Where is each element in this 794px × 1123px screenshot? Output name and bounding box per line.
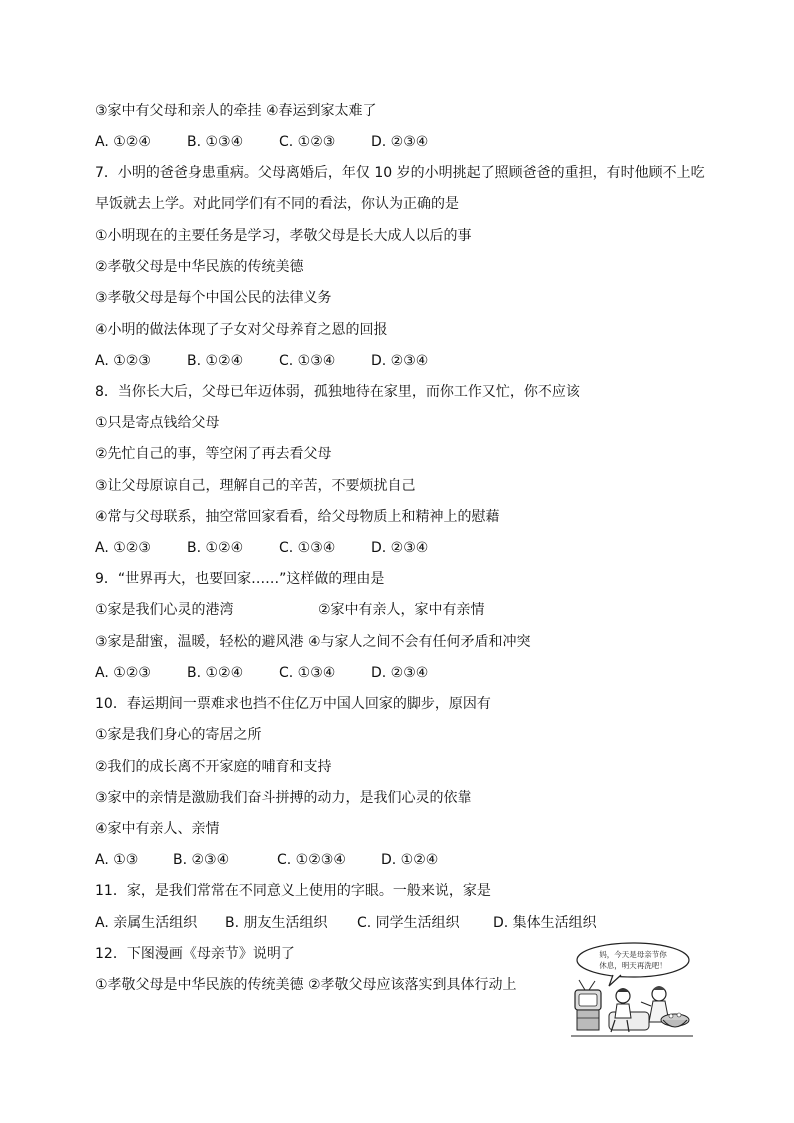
q10-statement-4: ④家中有亲人、亲情 [95, 821, 220, 837]
q7-stem-line-1: 7．小明的爸爸身患重病。父母离婚后，年仅 10 岁的小明挑起了照顾爸爸的重担，有时他顾不上吃 [95, 165, 705, 181]
q8-stem: 8．当你长大后，父母已年迈体弱，孤独地待在家里，而你工作又忙，你不应该 [95, 384, 580, 400]
q9-choice-c: C. ①③④ [279, 665, 336, 681]
q10-choice-d: D. ①②④ [381, 852, 439, 868]
q12-stem: 12．下图漫画《母亲节》说明了 [95, 946, 295, 962]
q7-stem-line-2: 早饭就去上学。对此同学们有不同的看法，你认为正确的是 [95, 196, 459, 212]
q10-statement-2: ②我们的成长离不开家庭的哺育和支持 [95, 759, 332, 775]
q11-choice-a: A. 亲属生活组织 [95, 915, 198, 931]
q8-choice-d: D. ②③④ [371, 540, 429, 556]
q11-answer-choices [95, 913, 597, 933]
q7-statement-4: ④小明的做法体现了子女对父母养育之恩的回报 [95, 322, 388, 338]
q7-choice-a: A. ①②③ [95, 353, 151, 369]
q10-answer-choices [95, 850, 438, 870]
q9-stem: 9．“世界再大，也要回家……”这样做的理由是 [95, 571, 385, 587]
q6-answer-choices [95, 132, 428, 152]
q8-statement-3: ③让父母原谅自己，理解自己的辛苦，不要烦扰自己 [95, 478, 416, 494]
q7-statement-3: ③孝敬父母是每个中国公民的法律义务 [95, 290, 332, 306]
q6-choice-c: C. ①②③ [279, 134, 336, 150]
q8-statement-2: ②先忙自己的事，等空闲了再去看父母 [95, 446, 332, 462]
q6-option-line-3-4: ③家中有父母和亲人的牵挂 ④春运到家太难了 [95, 103, 377, 119]
q9-choice-b: B. ①②④ [187, 665, 244, 681]
q7-statement-2: ②孝敬父母是中华民族的传统美德 [95, 259, 304, 275]
q10-choice-c: C. ①②③④ [277, 852, 346, 868]
q6-choice-d: D. ②③④ [371, 134, 429, 150]
q11-choice-d: D. 集体生活组织 [493, 915, 597, 931]
tv-set [575, 980, 601, 1030]
q6-choice-b: B. ①③④ [187, 134, 244, 150]
mothers-day-cartoon [571, 940, 693, 1040]
q9-choice-a: A. ①②③ [95, 665, 151, 681]
q7-choice-c: C. ①③④ [279, 353, 336, 369]
q10-choice-b: B. ②③④ [173, 852, 230, 868]
cartoon-drawing [571, 940, 693, 1040]
q7-statement-1: ①小明现在的主要任务是学习，孝敬父母是长大成人以后的事 [95, 228, 472, 244]
q7-answer-choices [95, 351, 428, 371]
q7-choice-b: B. ①②④ [187, 353, 244, 369]
q10-stem: 10．春运期间一票难求也挡不住亿万中国人回家的脚步，原因有 [95, 696, 491, 712]
q9-answer-choices [95, 663, 428, 683]
q8-answer-choices [95, 538, 428, 558]
q11-choice-b: B. 朋友生活组织 [225, 915, 328, 931]
q9-statement-2: ②家中有亲人，家中有亲情 [318, 602, 485, 618]
q12-statements-1-2: ①孝敬父母是中华民族的传统美德 ②孝敬父母应该落实到具体行动上 [95, 977, 517, 993]
q10-statement-1: ①家是我们身心的寄居之所 [95, 727, 262, 743]
q11-choice-c: C. 同学生活组织 [357, 915, 460, 931]
q7-choice-d: D. ②③④ [371, 353, 429, 369]
q10-choice-a: A. ①③ [95, 852, 139, 868]
child-figure [609, 988, 649, 1032]
q8-choice-c: C. ①③④ [279, 540, 336, 556]
q9-statements-1-2 [95, 600, 485, 620]
q10-statement-3: ③家中的亲情是激励我们奋斗拼搏的动力，是我们心灵的依靠 [95, 790, 472, 806]
q8-statement-1: ①只是寄点钱给父母 [95, 415, 220, 431]
q8-choice-b: B. ①②④ [187, 540, 244, 556]
bubble-text-line-2: 休息，明天再洗吧！ [599, 961, 667, 970]
q9-choice-d: D. ②③④ [371, 665, 429, 681]
q9-statements-3-4: ③家是甜蜜，温暖，轻松的避风港 ④与家人之间不会有任何矛盾和冲突 [95, 634, 531, 650]
q8-statement-4: ④常与父母联系，抽空常回家看看，给父母物质上和精神上的慰藉 [95, 509, 500, 525]
q8-choice-a: A. ①②③ [95, 540, 151, 556]
q9-statement-1: ①家是我们心灵的港湾 [95, 602, 234, 618]
q11-stem: 11．家，是我们常常在不同意义上使用的字眼。一般来说，家是 [95, 883, 491, 899]
bubble-text-line-1: 妈，今天是母亲节你 [599, 950, 667, 959]
q6-choice-a: A. ①②④ [95, 134, 151, 150]
